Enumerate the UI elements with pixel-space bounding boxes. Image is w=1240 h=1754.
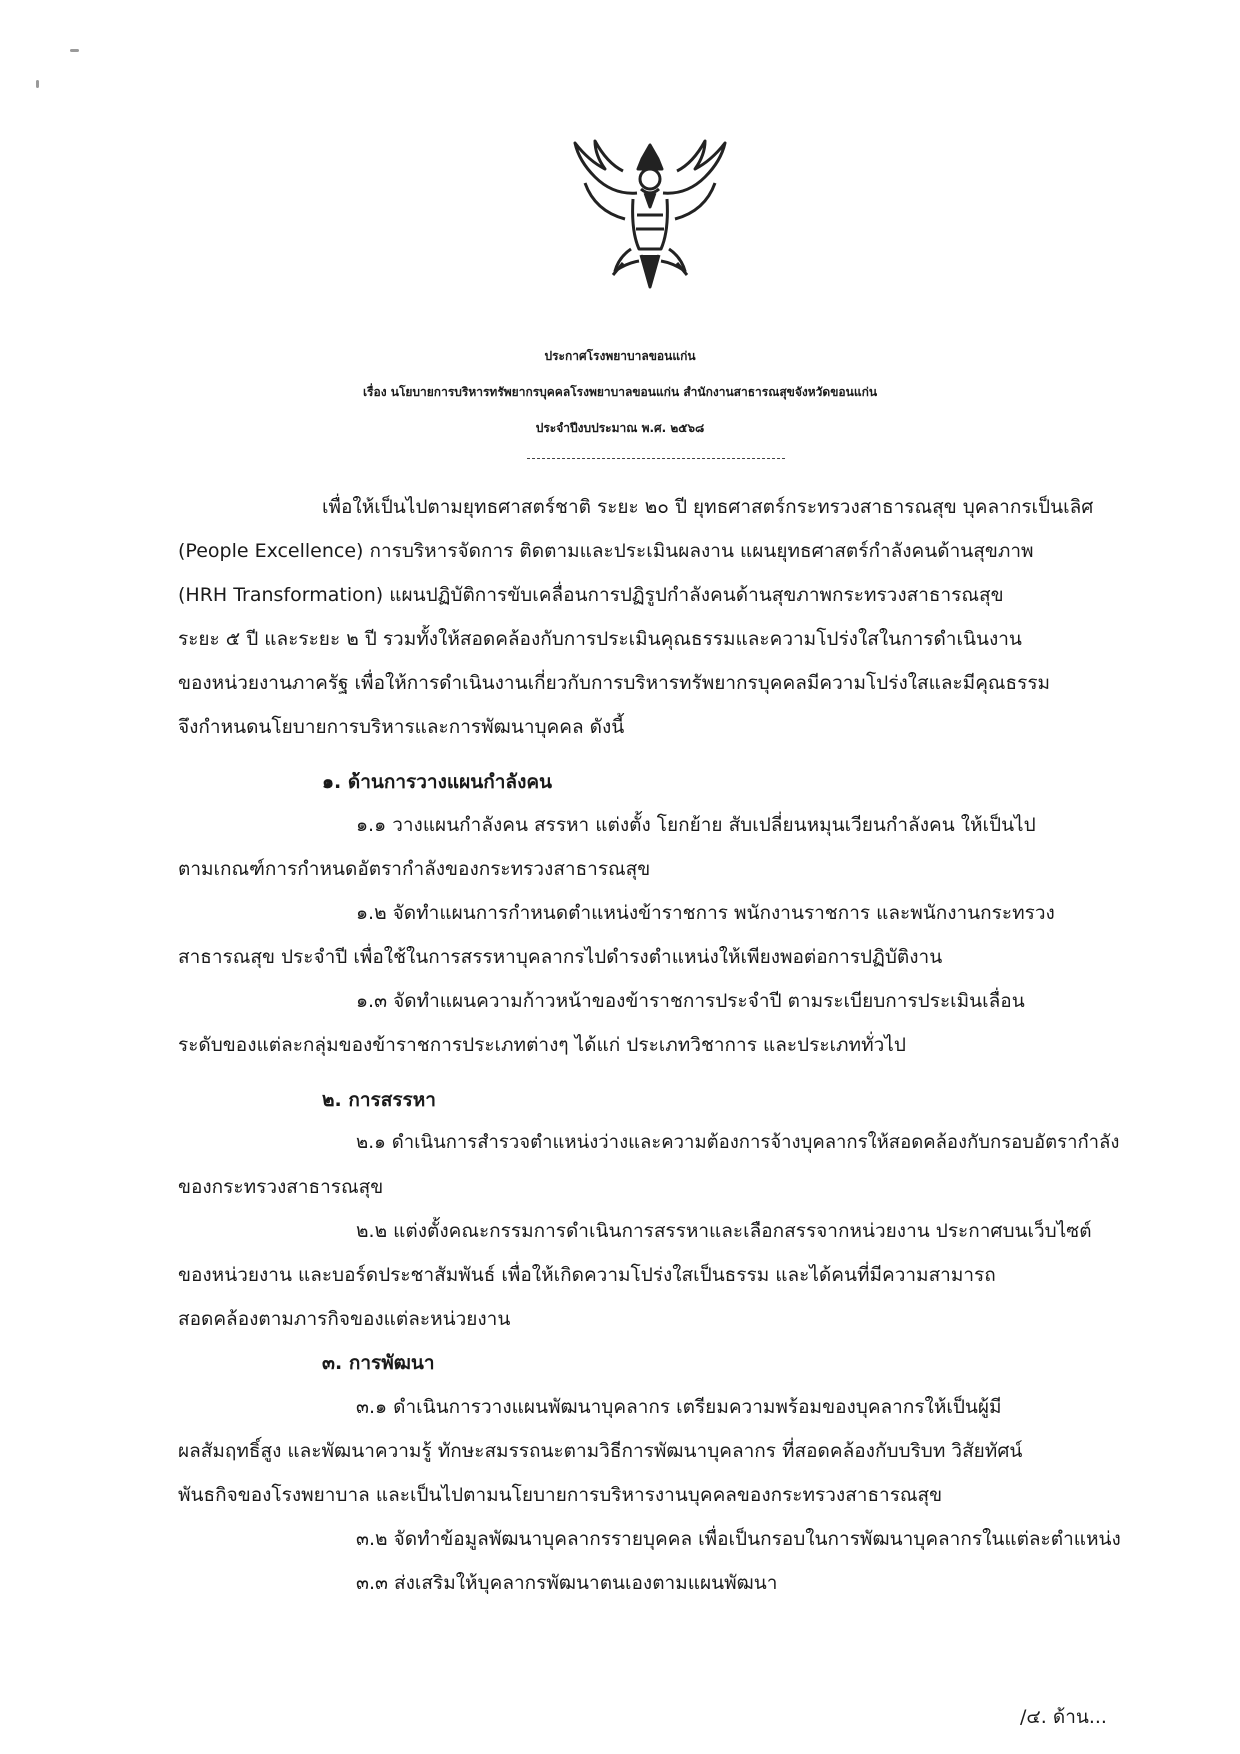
fiscal-year: ประจำปีงบประมาณ พ.ศ. ๒๕๖๘ — [535, 421, 705, 435]
item-text: ๑.๓ จัดทำแผนความก้าวหน้าของข้าราชการประจำปี ตามระเบียบการประเมินเลื่อน — [356, 990, 1025, 1012]
item-text: พันธกิจของโรงพยาบาล และเป็นไปตามนโยบายการบริหารงานบุคคลของกระทรวงสาธารณสุข — [178, 1484, 943, 1506]
intro-line: จึงกำหนดนโยบายการบริหารและการพัฒนาบุคคล ดังนี้ — [178, 716, 625, 738]
announcement-title: ประกาศโรงพยาบาลขอนแก่น — [544, 349, 696, 363]
garuda-emblem-icon — [565, 135, 735, 295]
item-text: ๓.๓ ส่งเสริมให้บุคลากรพัฒนาตนเองตามแผนพัฒนา — [356, 1572, 778, 1594]
page-continuation: /๔. ด้าน... — [1020, 1706, 1107, 1728]
item-text: ผลสัมฤทธิ์สูง และพัฒนาความรู้ ทักษะสมรรถนะตามวิธีการพัฒนาบุคลากร ที่สอดคล้องกับบริบท วิสัยทัศน์ — [178, 1440, 1023, 1462]
section-heading: ๑. ด้านการวางแผนกำลังคน — [322, 771, 553, 793]
intro-line: (People Excellence) การบริหารจัดการ ติดตามและประเมินผลงาน แผนยุทธศาสตร์กำลังคนด้านสุขภาพ — [178, 540, 1034, 562]
title-divider — [527, 458, 785, 459]
item-text: ๓.๑ ดำเนินการวางแผนพัฒนาบุคลากร เตรียมความพร้อมของบุคลากรให้เป็นผู้มี — [356, 1396, 1002, 1418]
intro-line: ของหน่วยงานภาครัฐ เพื่อให้การดำเนินงานเกี่ยวกับการบริหารทรัพยากรบุคคลมีความโปร่งใสและมีคุณธรรม — [178, 672, 1051, 694]
intro-line: เพื่อให้เป็นไปตามยุทธศาสตร์ชาติ ระยะ ๒๐ ปี ยุทธศาสตร์กระทรวงสาธารณสุข บุคลากรเป็นเลิศ — [322, 496, 1094, 518]
intro-line: (HRH Transformation) แผนปฏิบัติการขับเคลื่อนการปฏิรูปกำลังคนด้านสุขภาพกระทรวงสาธารณสุข — [178, 584, 1004, 606]
item-text: ๒.๒ แต่งตั้งคณะกรรมการดำเนินการสรรหาและเลือกสรรจากหน่วยงาน ประกาศบนเว็บไซต์ — [356, 1220, 1092, 1242]
section-heading: ๒. การสรรหา — [322, 1089, 436, 1111]
item-text: สาธารณสุข ประจำปี เพื่อใช้ในการสรรหาบุคลากรไปดำรงตำแหน่งให้เพียงพอต่อการปฏิบัติงาน — [178, 946, 943, 968]
scan-speck — [70, 49, 79, 52]
item-text: ระดับของแต่ละกลุ่มของข้าราชการประเภทต่างๆ ได้แก่ ประเภทวิชาการ และประเภททั่วไป — [178, 1034, 906, 1056]
intro-line: ระยะ ๕ ปี และระยะ ๒ ปี รวมทั้งให้สอดคล้องกับการประเมินคุณธรรมและความโปร่งใสในการดำเนินงาน — [178, 628, 1022, 650]
item-text: ของหน่วยงาน และบอร์ดประชาสัมพันธ์ เพื่อให้เกิดความโปร่งใสเป็นธรรม และได้คนที่มีความสามารถ — [178, 1264, 996, 1286]
announcement-subject: เรื่อง นโยบายการบริหารทรัพยากรบุคคลโรงพยาบาลขอนแก่น สำนักงานสาธารณสุขจังหวัดขอนแก่น — [362, 385, 878, 399]
item-text: ตามเกณฑ์การกำหนดอัตรากำลังของกระทรวงสาธารณสุข — [178, 858, 651, 880]
item-text: ๓.๒ จัดทำข้อมูลพัฒนาบุคลากรรายบุคคล เพื่อเป็นกรอบในการพัฒนาบุคลากรในแต่ละตำแหน่ง — [356, 1528, 1121, 1550]
section-heading: ๓. การพัฒนา — [322, 1352, 435, 1374]
item-text: ของกระทรวงสาธารณสุข — [178, 1176, 384, 1198]
scan-speck — [36, 80, 39, 88]
item-text: ๒.๑ ดำเนินการสำรวจตำแหน่งว่างและความต้องการจ้างบุคลากรให้สอดคล้องกับกรอบอัตรากำลัง — [356, 1132, 1120, 1153]
item-text: ๑.๒ จัดทำแผนการกำหนดตำแหน่งข้าราชการ พนักงานราชการ และพนักงานกระทรวง — [356, 902, 1055, 924]
item-text: สอดคล้องตามภารกิจของแต่ละหน่วยงาน — [178, 1308, 511, 1330]
item-text: ๑.๑ วางแผนกำลังคน สรรหา แต่งตั้ง โยกย้าย สับเปลี่ยนหมุนเวียนกำลังคน ให้เป็นไป — [356, 814, 1036, 836]
